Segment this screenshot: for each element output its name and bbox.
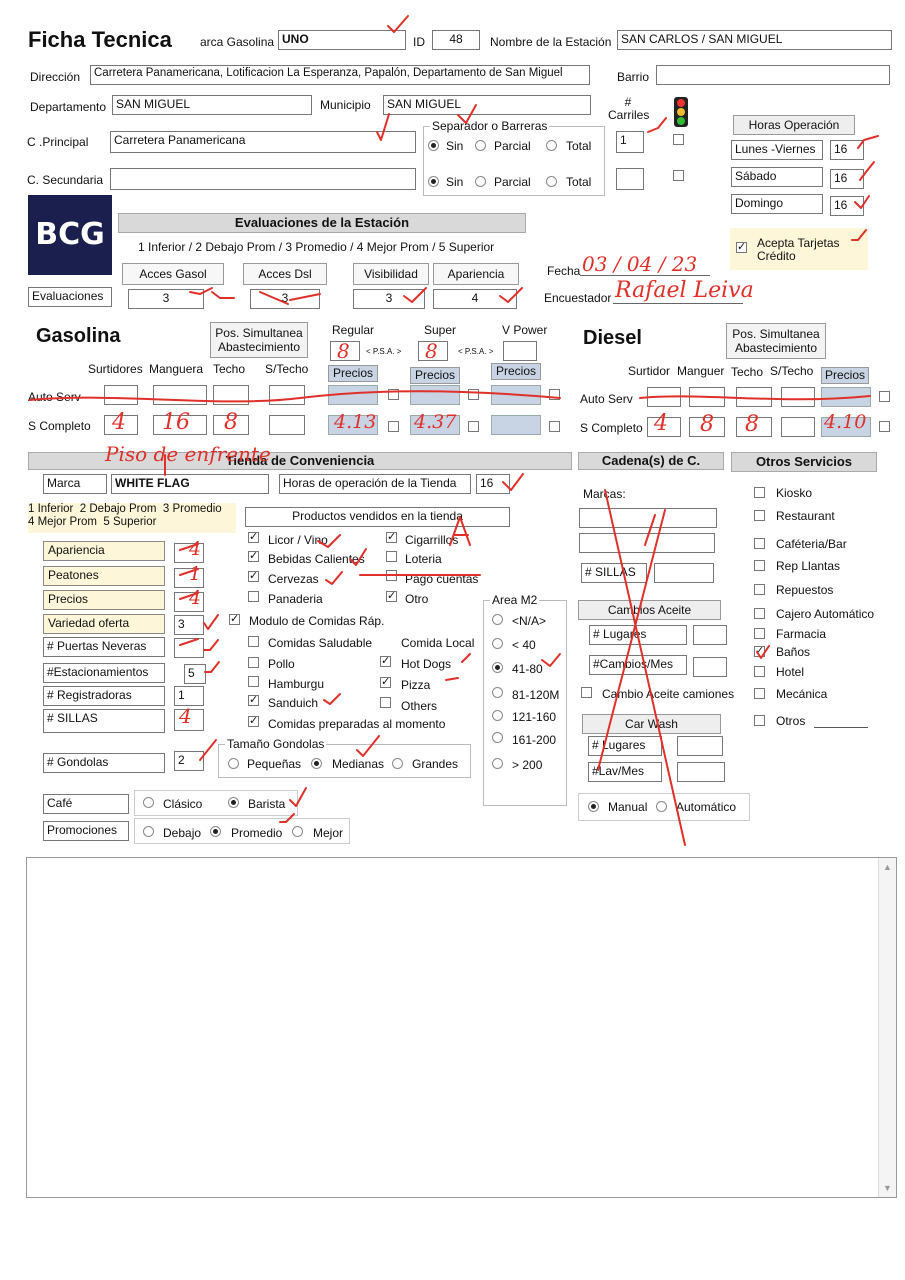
auto-surtidores-field[interactable] [104,385,138,405]
otros-servicio-checkbox[interactable] [754,628,765,639]
tarjetas-label: Acepta Tarjetas Crédito [757,236,840,263]
tamano-title: Tamaño Gondolas [227,737,325,751]
diesel-auto-precio[interactable] [821,387,871,407]
comida-checkbox[interactable]: ✓ [381,676,391,688]
otros-servicio-label: Mecánica [776,687,828,701]
visibilidad-field[interactable]: 3 [353,289,425,309]
regular-label: Regular [332,323,375,337]
rating-label: Variedad oferta [43,614,165,634]
producto-label: Cigarrillos [405,533,459,547]
wash-radio[interactable] [656,801,667,812]
col-stecho: S/Techo [265,362,309,376]
comida-checkbox[interactable] [248,676,259,687]
apariencia-button[interactable]: Apariencia [433,263,519,285]
area-option: 121-160 [512,710,557,724]
secundaria-label: C. Secundaria [27,173,104,187]
promo-option: Debajo [163,826,202,840]
comida-label: Others [401,699,438,713]
diesel-title: Diesel [583,327,642,349]
apariencia-field[interactable]: 4 [433,289,517,309]
rating-label: Apariencia [43,541,165,561]
producto-label: Panaderia [268,592,323,606]
diesel-col-surtidor: Surtidor [628,364,671,378]
separador-option: Parcial [494,139,531,153]
cafe-option: Clásico [163,797,203,811]
tamano-option: Grandes [412,757,459,771]
auto-techo-field[interactable] [213,385,249,405]
id-field[interactable]: 48 [432,30,480,50]
page-title: Ficha Tecnica [28,27,172,52]
comida-label: Pollo [268,657,295,671]
comida-checkbox[interactable] [380,697,391,708]
producto-checkbox[interactable] [386,570,397,581]
wash-radio[interactable] [588,801,599,812]
cafe-label: Café [43,794,129,814]
gondolas-label: # Gondolas [43,753,165,773]
area-radio[interactable] [492,638,503,649]
sc-super-checkbox[interactable] [468,421,479,432]
departamento-field[interactable]: SAN MIGUEL [112,95,312,115]
tienda-scale: 1 Inferior 2 Debajo Prom 3 Promedio 4 Mejor Prom 5 Superior [28,503,236,533]
separador-parcial-radio-1[interactable] [475,140,486,151]
tamano-radio[interactable] [311,758,322,769]
area-option: <N/A> [512,614,547,628]
comida-label: Comidas preparadas al momento [268,717,446,731]
separador-option: Total [566,175,592,189]
barrio-label: Barrio [617,70,650,84]
cambios-mes-label: #Cambios/Mes [589,655,687,675]
acces-gasol-button[interactable]: Acces Gasol [122,263,224,285]
separador-sin-radio-2[interactable] [428,176,439,187]
diesel-sc-checkbox[interactable] [879,421,890,432]
comida-label: Comidas Saludable [268,636,373,650]
handwritten-rating: 4 [189,587,202,609]
estacion-field[interactable]: SAN CARLOS / SAN MIGUEL [617,30,892,50]
horas-operacion-button[interactable]: Horas Operación [733,115,855,135]
handwritten-rating: 4 [189,538,202,560]
evaluaciones-scale: 1 Inferior / 2 Debajo Prom / 3 Promedio / 4 Mejor Prom / 5 Superior [138,240,495,254]
area-option: > 200 [512,758,543,772]
cadena-marca-field-1[interactable] [579,508,717,528]
diesel-auto-techo[interactable] [736,387,772,407]
auto-vpower-precio[interactable] [491,385,541,405]
auto-super-checkbox[interactable] [468,389,479,400]
otros-servicio-checkbox[interactable] [754,666,765,677]
tarjetas-checkbox[interactable]: ✓ [737,241,747,253]
otros-servicio-checkbox[interactable] [754,510,765,521]
carriles-field-2[interactable] [616,168,644,190]
check-mark [204,640,218,650]
separador-title: Separador o Barreras [432,119,548,133]
acces-gasol-field[interactable]: 3 [128,289,204,309]
cafe-radio[interactable] [143,797,154,808]
comentarios-scrollbar[interactable] [878,858,896,1197]
otros-servicio-label: Hotel [776,665,805,679]
auto-super-precio[interactable] [410,385,460,405]
tienda-horas-field[interactable]: 16 [476,474,510,494]
vpower-precios-button[interactable]: Precios [491,363,541,380]
otros-servicios-header: Otros Servicios [731,452,877,472]
comida-label: Hamburgu [268,677,325,691]
encuestador-label: Encuestador [544,291,612,305]
comida-label: Pizza [401,678,431,692]
area-radio[interactable] [492,710,503,721]
promo-option: Mejor [313,826,344,840]
handwritten-rating: 4 [179,704,192,728]
diesel-auto-stecho[interactable] [781,387,815,407]
producto-checkbox[interactable] [248,591,259,602]
otros-servicio-label: Repuestos [776,583,834,597]
handwritten-value: 4.37 [414,411,457,433]
tamano-option: Medianas [332,757,385,771]
diesel-sc-stecho[interactable] [781,417,815,437]
auto-regular-checkbox[interactable] [388,389,399,400]
comida-checkbox[interactable] [248,657,259,668]
comida-checkbox[interactable]: ✓ [249,715,259,727]
otros-servicio-checkbox[interactable] [754,584,765,595]
col-techo: Techo [213,362,246,376]
carriles-checkbox-2[interactable] [673,170,684,181]
otros-servicio-label: Baños [776,645,811,659]
separador-option: Total [566,139,592,153]
area-title: Area M2 [492,593,538,607]
sc-regular-checkbox[interactable] [388,421,399,432]
rating-field[interactable]: 5 [184,664,206,684]
separador-option: Parcial [494,175,531,189]
area-radio[interactable] [492,732,503,743]
producto-label: Bebidas Calientes [268,552,365,566]
handwritten-value: 8 [700,412,714,437]
auto-manguera-field[interactable] [153,385,207,405]
area-radio[interactable] [492,662,503,673]
handwritten-regular-psa: 8 [337,339,350,363]
comida-checkbox[interactable] [248,636,259,647]
horas-lunes-field[interactable]: 16 [830,140,864,160]
tamano-option: Pequeñas [247,757,302,771]
separador-parcial-radio-2[interactable] [475,176,486,187]
check-mark [648,118,666,132]
handwritten-value: 4.10 [824,411,867,433]
direccion-label: Dirección [30,70,81,84]
comida-checkbox[interactable]: ✓ [249,694,259,706]
cadena-sillas-field[interactable] [654,563,714,583]
handwritten-value: 4 [654,411,668,436]
super-precios-button[interactable]: Precios [410,367,460,384]
gasolina-title: Gasolina [36,325,121,347]
area-m2-group [483,593,567,806]
lav-mes-field[interactable] [677,762,725,782]
departamento-label: Departamento [30,100,107,114]
barrio-field[interactable] [656,65,890,85]
producto-label: Licor / Vino [268,533,328,547]
super-label: Super [424,323,457,337]
visibilidad-button[interactable]: Visibilidad [353,263,429,285]
auto-stecho-field[interactable] [269,385,305,405]
marcas-label: Marcas: [583,487,626,501]
principal-field[interactable]: Carretera Panamericana [110,131,416,153]
comida-checkbox[interactable]: ✓ [381,655,391,667]
modulo-comidas-checkbox[interactable]: ✓ [230,613,240,625]
comida-label: Sanduich [268,696,319,710]
area-option: < 40 [512,638,536,652]
producto-label: Loteria [405,552,442,566]
tienda-header: Tienda de Conveniencia [28,452,572,470]
car-wash-button[interactable]: Car Wash [582,714,721,734]
cambios-aceite-button[interactable]: Cambios Aceite [578,600,721,620]
productos-header: Productos vendidos en la tienda [245,507,510,527]
cafe-option: Barista [248,797,286,811]
otros-servicio-checkbox[interactable] [754,538,765,549]
camiones-checkbox[interactable] [581,687,592,698]
carwash-lugares-label: # Lugares [588,736,662,756]
separador-option: Sin [446,139,464,153]
evaluaciones-header: Evaluaciones de la Estación [118,213,526,233]
otros-servicio-label: Otros [776,714,806,728]
principal-label: C .Principal [27,135,89,149]
wash-option: Automático [676,800,737,814]
s-completo-label: S Completo [28,419,91,433]
wash-option: Manual [608,800,648,814]
promociones-label: Promociones [43,821,129,841]
otros-servicio-label: Farmacia [776,627,827,641]
area-radio[interactable] [492,614,503,625]
otros-servicio-label: Cajero Automático [776,607,875,621]
tamano-radio[interactable] [228,758,239,769]
handwritten-rating: 1 [189,563,202,585]
direccion-field[interactable]: Carretera Panamericana, Lotificacion La Esperanza, Papalón, Departamento de San Miguel [90,65,590,85]
promo-option: Promedio [231,826,283,840]
promo-radio[interactable] [292,826,303,837]
col-surtidores: Surtidores [88,362,143,376]
producto-label: Cervezas [268,572,319,586]
otros-servicio-checkbox[interactable] [754,688,765,699]
diesel-auto-serv-label: Auto Serv [580,392,633,406]
vpower-psa-field[interactable] [503,341,537,361]
psa-label: < P.S.A. > [366,347,402,356]
rating-field[interactable]: 3 [174,615,204,635]
diesel-s-completo-label: S Completo [580,421,643,435]
handwritten-super-psa: 8 [425,339,438,363]
handwritten-fecha: 03 / 04 / 23 [582,252,698,276]
tamano-radio[interactable] [392,758,403,769]
otros-servicio-checkbox[interactable] [754,487,765,498]
encuestador-line [613,303,743,304]
separador-total-radio-1[interactable] [546,140,557,151]
auto-serv-label: Auto Serv [28,390,81,404]
col-manguera: Manguera [149,362,204,376]
marca-gasolina-label: arca Gasolina [200,35,275,49]
handwritten-value: 16 [162,410,190,435]
rating-label: #Estacionamientos [43,663,165,683]
marca-gasolina-field[interactable]: UNO [278,30,406,50]
rating-field[interactable]: 1 [174,686,204,706]
area-radio[interactable] [492,758,503,769]
scroll-down-icon[interactable]: ▼ [883,1183,892,1193]
horas-lunes-label: Lunes -Viernes [731,140,823,160]
rating-label: # SILLAS [43,709,165,733]
otros-servicio-checkbox[interactable] [754,608,765,619]
handwritten-encuestador: Rafael Leiva [615,278,754,303]
sc-vpower-precio[interactable] [491,415,541,435]
producto-checkbox[interactable]: ✓ [249,570,259,582]
separador-sin-radio-1[interactable] [428,140,439,151]
carriles-checkbox-1[interactable] [673,134,684,145]
comida-label: Hot Dogs [401,657,452,671]
promo-radio[interactable] [210,826,221,837]
cadena-marca-field-2[interactable] [579,533,715,553]
check-mark [205,662,219,672]
cambios-lugares-field[interactable] [693,625,727,645]
diesel-col-stecho: S/Techo [770,364,814,378]
check-mark [324,694,340,704]
cadena-header: Cadena(s) de C. [578,452,724,470]
sc-vpower-checkbox[interactable] [549,421,560,432]
horas-sabado-label: Sábado [731,167,823,187]
auto-regular-precio[interactable] [328,385,378,405]
diesel-pos-simultanea-button[interactable]: Pos. Simultanea Abastecimiento [726,323,826,359]
otros-servicio-label: Restaurant [776,509,835,523]
promo-radio[interactable] [143,826,154,837]
scroll-up-icon[interactable]: ▲ [883,862,892,872]
horas-domingo-field[interactable]: 16 [830,196,864,216]
handwritten-value: 4.13 [334,411,377,433]
otros-servicio-label: Caféteria/Bar [776,537,847,551]
diesel-precios-button[interactable]: Precios [821,367,869,384]
gondolas-field[interactable]: 2 [174,751,204,771]
check-mark [462,654,470,662]
otros-servicio-checkbox[interactable] [754,560,765,571]
id-label: ID [413,35,425,49]
camiones-label: Cambio Aceite camiones [602,687,735,701]
diesel-auto-surtidor[interactable] [647,387,681,407]
producto-checkbox[interactable] [386,551,397,562]
separador-total-radio-2[interactable] [546,176,557,187]
otros-servicio-label: Rep Llantas [776,559,841,573]
check-mark [212,292,234,298]
producto-checkbox[interactable]: ✓ [249,531,259,543]
separador-option: Sin [446,175,464,189]
carriles-label: # Carriles [608,95,650,122]
handwritten-note: Piso de enfrente [105,442,271,466]
psa-label: < P.S.A. > [458,347,494,356]
diesel-auto-manguer[interactable] [689,387,725,407]
otros-servicio-checkbox[interactable] [754,715,765,726]
modulo-comidas-label: Modulo de Comidas Ráp. [249,614,385,628]
area-radio[interactable] [492,687,503,698]
carwash-lugares-field[interactable] [677,736,723,756]
cadena-sillas-label: # SILLAS [581,563,647,583]
otros-servicio-label: Kiosko [776,486,813,500]
bcg-logo: BCG [28,195,112,275]
gasolina-pos-simultanea-button[interactable]: Pos. Simultanea Abastecimiento [210,322,308,358]
horas-sabado-field[interactable]: 16 [830,169,864,189]
cafe-radio[interactable] [228,797,239,808]
traffic-light-icon [674,97,688,127]
regular-precios-button[interactable]: Precios [328,365,378,382]
rating-label: Peatones [43,566,165,586]
diesel-auto-checkbox[interactable] [879,391,890,402]
check-mark [326,572,342,584]
sc-stecho-field[interactable] [269,415,305,435]
municipio-field[interactable]: SAN MIGUEL [383,95,591,115]
comida-local-label: Comida Local [401,636,475,650]
rating-label: # Registradoras [43,686,165,706]
producto-checkbox[interactable]: ✓ [387,590,397,602]
horas-domingo-label: Domingo [731,194,823,214]
secundaria-field[interactable] [110,168,416,190]
check-mark [204,615,218,629]
otros-servicio-checkbox[interactable]: ✓ [755,645,765,657]
vpower-label: V Power [502,323,548,337]
area-option: 161-200 [512,733,557,747]
evaluaciones-label: Evaluaciones [28,287,112,307]
handwritten-value: 4 [112,410,126,435]
rating-field[interactable] [174,638,204,658]
municipio-label: Municipio [320,98,371,112]
auto-vpower-checkbox[interactable] [549,389,560,400]
check-mark [446,678,458,680]
handwritten-value: 8 [224,410,238,435]
diesel-col-manguer: Manguer [677,364,725,378]
producto-label: Pago cuentas [405,572,479,586]
producto-checkbox[interactable]: ✓ [387,531,397,543]
carriles-field-1[interactable]: 1 [616,131,644,153]
handwritten-value: 8 [745,412,759,437]
rating-label: Precios [43,590,165,610]
cambios-lugares-label: # Lugares [589,625,687,645]
cambios-mes-field[interactable] [693,657,727,677]
tienda-horas-label: Horas de operación de la Tienda [279,474,471,494]
area-option: 41-80 [512,662,543,676]
producto-checkbox[interactable]: ✓ [249,550,259,562]
acces-dsl-button[interactable]: Acces Dsl [243,263,327,285]
lav-mes-label: #Lav/Mes [588,762,662,782]
acces-dsl-field[interactable]: 3 [250,289,320,309]
tienda-marca-label: Marca [43,474,107,494]
comentarios-textarea[interactable] [26,857,897,1198]
area-option: 81-120M [512,688,560,702]
tienda-marca-field[interactable]: WHITE FLAG [111,474,269,494]
producto-label: Otro [405,592,429,606]
fecha-label: Fecha [547,264,581,278]
otros-blank-line [814,727,868,728]
estacion-label: Nombre de la Estación [490,35,612,49]
rating-label: # Puertas Neveras [43,637,165,657]
diesel-col-techo: Techo [731,365,764,379]
